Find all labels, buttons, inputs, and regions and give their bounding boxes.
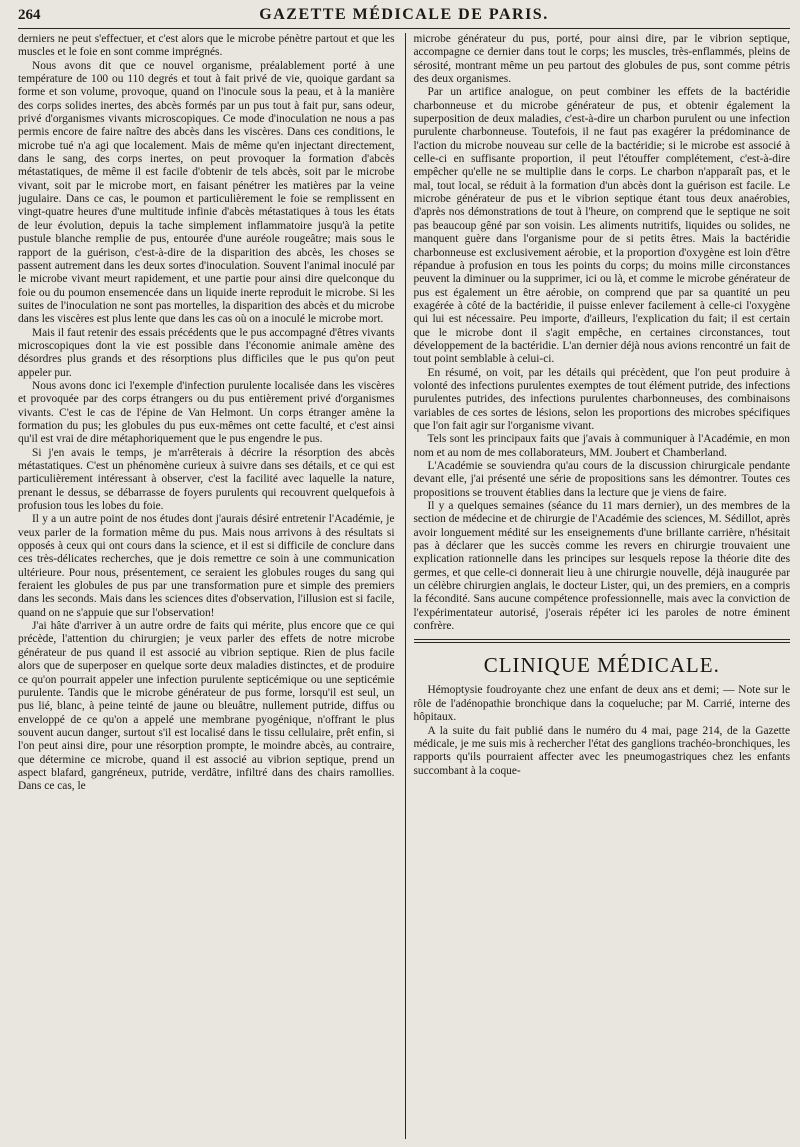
text-columns [18, 33, 790, 1139]
section-divider [414, 639, 791, 643]
section-title: CLINIQUE MÉDICALE. [483, 653, 720, 678]
journal-title: GAZETTE MÉDICALE DE PARIS. [259, 6, 549, 23]
paragraph: En résumé, on voit, par les détails qui précèdent, que l'on peut produire à volonté des infections purulentes exemptes de tout élément putride, des infections purulentes putrides, des infections purulentes charbonneuses, des combinaisons variables de ces sortes de lésions, selon les proportions des microbes spécifiques que l'on fait agir sur l'organisme vivant. [413, 366, 791, 432]
paragraph: Tels sont les principaux faits que j'avais à communiquer à l'Académie, en mon nom et au nom de mes collaborateurs, MM. Joubert et Chamberland. [413, 433, 791, 459]
paragraph: Mais il faut retenir des essais précédents que le pus accompagné d'êtres vivants microscopiques dont la vie est possible dans l'économie animale amène des désordres plus grands et des résorptions plus difficiles que le pus qu'on peut appeler pur. [18, 326, 395, 379]
article-paragraph: A la suite du fait publié dans le numéro du 4 mai, page 214, de la Gazette médicale, je me suis mis à rechercher l'état des ganglions trachéo-bronchiques, les rapports qu'ils pourraient affecter avec les pneumogastriques chez les enfants succombant à la coque- [413, 724, 791, 777]
paragraph: Nous avons dit que ce nouvel organisme, préalablement porté à une température de 100 ou 110 degrés et tout à fait privé de vie, quoique gardant sa forme et son volume, provoque, quand on l'inocule sous la peau, et à la manière des corps solides inertes, des abcès formés par un pus tout à fait pur, sans odeur, privé d'organismes vivants microscopiques. Ce mode d'inoculation ne nous a pas permis encore de faire naître des abcès dans les viscères. Dans ces conditions, le microbe tué n'a agi que localement. Mais de même qu'en injectant directement, dans le sang, des corps inertes, on peut provoquer la formation d'abcès métastatiques, de même il est facile d'obtenir de tels abcès, soit par le microbe vivant, soit par le microbe mort, en faisant pénétrer les matières par la veine jugulaire. Dans ce cas, le poumon et particulièrement le foie se remplissent en vingt-quatre heures d'une multitude infinie d'abcès métastatiques à tous les états de leur évolution, depuis la tache simplement inflammatoire jusqu'à la petite pustule blanche remplie de pus, entourée d'une auréole rougeâtre; mais sous le rapport de la guérison, c'est-à-dire de la disparition des abcès, les choses se passent autrement dans les deux sortes d'inoculation. Souvent l'animal inoculé par le microbe vivant meurt rapidement, et une partie pour ainsi dire quelconque du foie ou du poumon ensemencée dans un liquide inerte reproduit le microbe. Si les suites de l'inoculation ne sont pas mortelles, la disparition des abcès et du microbe dans les viscères est plus lente que dans les cas où on a inoculé le microbe mort. [18, 59, 395, 326]
left-column [18, 33, 401, 1139]
article-title: Hémoptysie foudroyante chez une enfant de deux ans et demi; — Note sur le rôle de l'adénopathie bronchique dans la coqueluche; par M. Carrié, interne des hôpitaux. [413, 684, 791, 724]
paragraph: microbe générateur du pus, porté, pour ainsi dire, par le vibrion septique, accompagne ce dernier dans tout le corps; les muscles, très-enflammés, pleins de sérosité, montrant même un peu partout des globules de pus, sont comme pétris des deux organismes. [413, 33, 791, 86]
paragraph: Par un artifice analogue, on peut combiner les effets de la bactéridie charbonneuse et du microbe générateur de pus, et obtenir également la superposition de deux maladies, c'est-à-dire un charbon purulent ou une infection purulente charbonneuse. Toutefois, il ne faut pas exagérer la prédominance de l'action du microbe nouveau sur celle de la bactéridie; si le microbe est associé à celle-ci en suffisante proportion, il peut l'étouffer complétement, c'est-à-dire empêcher qu'elle ne se multiplie dans le corps. Le charbon n'apparaît pas, et le mal, tout local, se réduit à la formation d'un abcès dont la guérison est facile. Le microbe générateur de pus et le vibrion septique étant tous deux anaérobies, d'après nos démonstrations de tout à l'heure, on comprend que le septique ne soit pas beaucoup gêné par son voisin. Les aliments nutritifs, liquides ou solides, ne manquent guère dans l'organisme pour de si petits êtres. Mais la bactéridie charbonneuse est exclusivement aérobie, et la proportion d'oxygène est loin d'être répandue à profusion en tous les points du corps; du moins mille circonstances peuvent la diminuer ou la supprimer, ici ou là, et comme le microbe générateur de pus est également un être aérobie, on comprend que par sa quantité un peu exagérée à côté de la bactéridie, il puisse enlever facilement à celle-ci l'oxygène qui lui est nécessaire. Peu importe, d'ailleurs, l'explication du fait; il est certain que le microbe dont il s'agit empêche, en certaines circonstances, tout développement de la bactéridie. L'an dernier déjà nous avions rencontré un fait de tout point semblable à celui-ci. [413, 86, 791, 366]
page-header [18, 6, 790, 29]
paragraph: Nous avons donc ici l'exemple d'infection purulente localisée dans les viscères et provoquée par des corps étrangers ou du pus entièrement privé d'organismes vivants. C'est le cas de l'épine de Van Helmont. Un corps étranger amène la formation du pus; les globules du pus eux-mêmes ont cette faculté, et c'est ainsi qu'il est vrai de dire métaphoriquement que le pus engendre le pus. [18, 379, 395, 446]
paragraph: J'ai hâte d'arriver à un autre ordre de faits qui mérite, plus encore que ce qui précède, l'attention du chirurgien; je veux parler des effets de notre microbe générateur de pus quand il est associé au vibrion septique. Rien de plus facile alors que de superposer en quelque sorte deux maladies distinctes, et de produire ce qu'on pourrait appeler une infection purulente septicémique ou une septicémie purulente. Tandis que le microbe générateur de pus forme, lorsqu'il est seul, un pus lié, blanc, à peine teinté de jaune ou bleuâtre, nullement putride, diffus ou enveloppé de ce qu'on a appelé une membrane pyogénique, n'offrant le plus souvent aucun danger, surtout s'il est localisé dans le tissu cellulaire, prêt enfin, si l'on peut ainsi dire, pour une résorption prompte, le moindre abcès, au contraire, que détermine ce microbe, quand il est associé au vibrion septique, prend un aspect blafard, gangréneux, putride, verdâtre, infiltré dans des chairs ramollies. Dans ce cas, le [18, 620, 395, 793]
paragraph: Si j'en avais le temps, je m'arrêterais à décrire la résorption des abcès métastatiques. C'est un phénomène curieux à suivre dans ses détails, et ce qui est particulièrement intéressant à observer, c'est la facilité avec laquelle la nature, prenant le dessus, se débarrasse de foyers purulents qui recouvrent quelquefois à profusion tous les lobes du foie. [18, 446, 395, 513]
column-divider [405, 33, 406, 1139]
paragraph: Il y a quelques semaines (séance du 11 mars dernier), un des membres de la section de médecine et de chirurgie de l'Académie des sciences, M. Sédillot, après avoir longuement médité sur les enseignements d'une brillante carrière, n'hésitait pas à déclarer que les succès comme les revers en chirurgie trouvaient une explication rationnelle dans les principes sur lesquels repose la théorie dite des germes, et que celle-ci donnerait lieu à une chirurgie nouvelle, déjà inaugurée par un célèbre chirurgien anglais, le docteur Lister, qui, un des premiers, en a compris la fécondité. Sans aucune compétence professionnelle, mais avec la conviction de l'expérimentateur autorisé, j'oserais répéter ici les paroles de notre éminent confrère. [413, 500, 791, 633]
page-number: 264 [18, 7, 41, 23]
paragraph: Il y a un autre point de nos études dont j'aurais désiré entretenir l'Académie, je veux parler de la formation même du pus. Mais nous arrivons à des résultats si opposés à ceux qui ont cours dans la science, et il est si difficile de conclure dans ces très-délicates recherches, que je dois remettre ce soin à une communication ultérieure. Pour nous, présentement, ce seraient les globules rouges du sang qui feraient les globules de pus par une transformation pure et simple des premiers dans les seconds. Mais dans les sciences dites d'observation, l'illusion est si facile, quand on ne s'appuie que sur l'observation! [18, 513, 395, 619]
paragraph: L'Académie se souviendra qu'au cours de la discussion chirurgicale pendante devant elle, j'ai présenté une série de propositions sans les démontrer. Toutes ces propositions se trouvent établies dans la lecture que je viens de faire. [413, 460, 791, 499]
paragraph: derniers ne peut s'effectuer, et c'est alors que le microbe pénètre partout et que les muscles et le foie en sont comme imprégnés. [18, 33, 395, 59]
right-column [410, 33, 791, 1139]
